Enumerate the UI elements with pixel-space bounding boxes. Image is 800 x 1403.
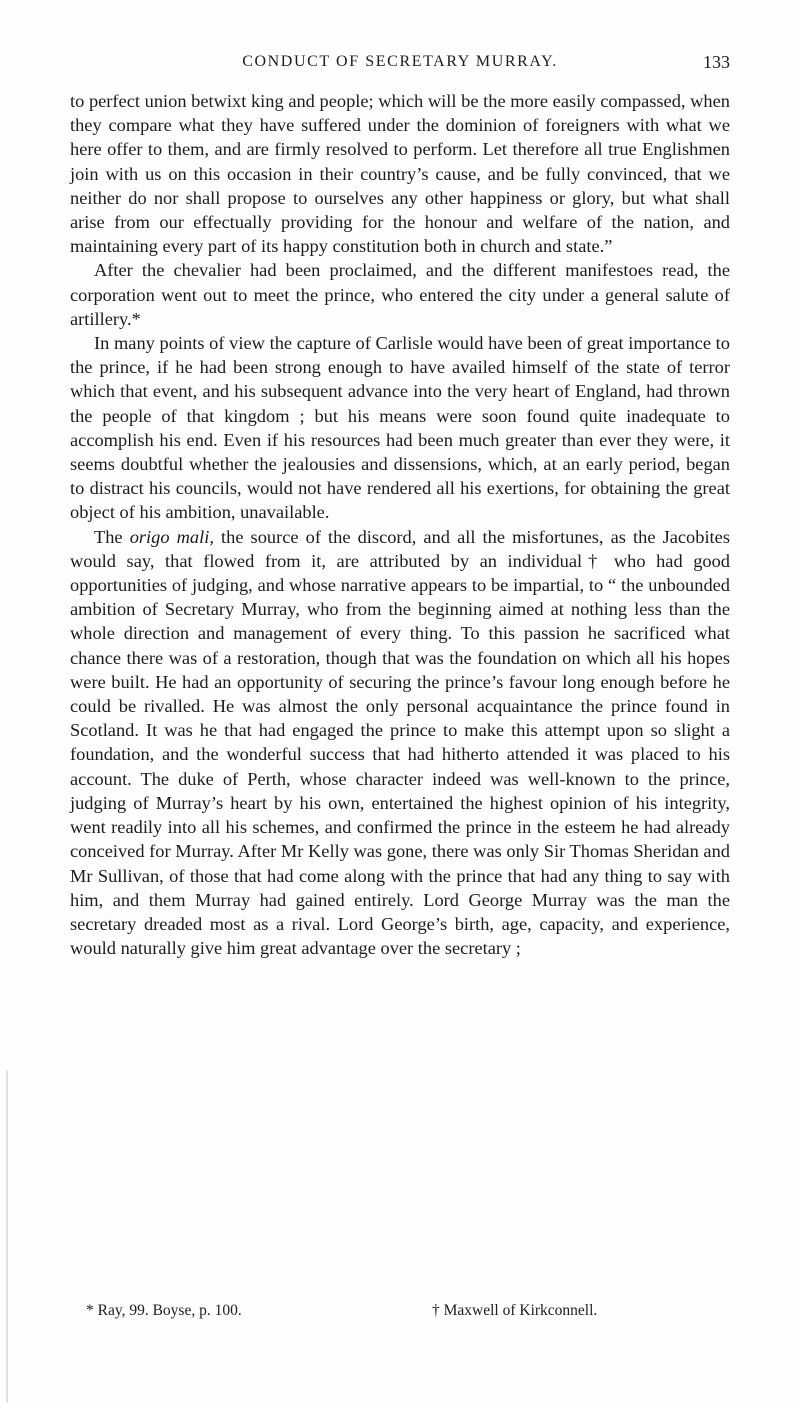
body-text [70,89,730,960]
running-title: CONDUCT OF SECRETARY MURRAY. [242,53,558,70]
latin-phrase: origo mali, [129,526,214,547]
page-edge-shadow [6,1070,8,1403]
page-number: 133 [703,52,730,72]
paragraph-4-text: the source of the discord, and all the misfortunes, as the Jacobites would say, that flowed from it, are attributed by an individual† who had good opportunities of judging, and whose narrative appears to be impartial, to “ the unbounded ambition of Secretary Murray, who from the beginning aimed at nothing less than the whole direction and management of every thing. To this passion he sacrificed what chance there was of a restoration, though that was the foundation on which all his hopes were built. He had an opportunity of securing the prince’s favour long enough before he could be rivalled. He was almost the only personal acquaintance the prince found in Scotland. It was he that had engaged the prince to make this attempt upon so slight a foundation, and the wonderful success that had hitherto attended it was placed to his account. The duke of Perth, whose character indeed was well-known to the prince, judging of Murray’s heart by his own, entertained the highest opinion of his integrity, went readily into all his schemes, and confirmed the prince in the esteem he had already conceived for Murray. After Mr Kelly was gone, there was only Sir Thomas Sheridan and Mr Sullivan, of those that had come along with the prince that had any thing to say with him, and them Murray had gained entirely. Lord George Murray was the man the secretary dreaded most as a rival. Lord George’s birth, age, capacity, and experience, would naturally give him great advantage over the secretary ; [70,526,730,959]
paragraph-3: In many points of view the capture of Carlisle would have been of great importance to the prince, if he had been strong enough to have availed himself of the state of terror which that event, and his subsequent advance into the very heart of England, had thrown the people of that kingdom ; but his means were soon found quite inadequate to accomplish his end. Even if his resources had been much greater than ever they were, it seems doubtful whether the jealousies and dissensions, which, at an early period, began to distract his councils, would not have rendered all his exertions, for obtaining the great object of his ambition, unavailable. [70,333,730,523]
running-head [70,50,730,74]
paragraph-2: After the chevalier had been proclaimed, and the different manifestoes read, the corporation went out to meet the prince, who entered the city under a general salute of artillery.* [70,260,730,329]
footnote-maxwell: † Maxwell of Kirkconnell. [432,1302,598,1319]
paragraph-4 [70,525,730,961]
paragraph-4-lead: The [94,526,130,547]
footnote-ray-boyse: * Ray, 99. Boyse, p. 100. [86,1302,242,1319]
footnotes [70,1299,730,1323]
paragraph-1: to perfect union betwixt king and people; which will be the more easily compassed, when they compare what they have suffered under the dominion of foreigners with what we here offer to them, and are firmly resolved to perform. Let therefore all true Englishmen join with us on this occasion in their country’s cause, and be fully convinced, that we neither do nor shall propose to ourselves any other happiness or glory, but what shall arise from our effectually providing for the honour and welfare of the nation, and maintaining every part of its happy constitution both in church and state.” [70,91,730,257]
